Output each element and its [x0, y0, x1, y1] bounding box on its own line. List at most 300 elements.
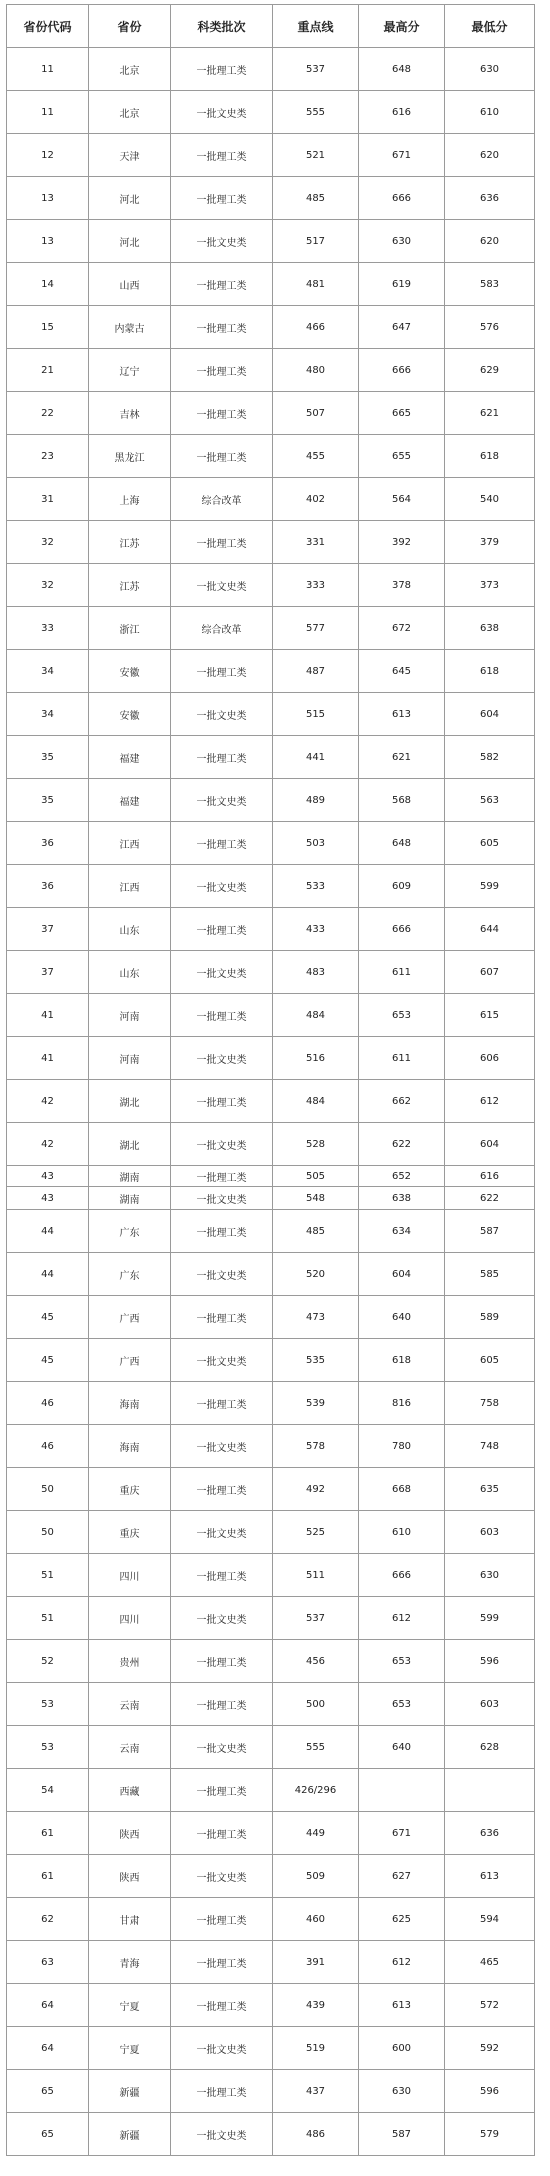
- cell-category-batch: 一批理工类: [171, 1640, 273, 1683]
- cell-highest-score: 587: [359, 2113, 445, 2156]
- cell-category-batch: 一批文史类: [171, 2027, 273, 2070]
- cell-key-line: 486: [273, 2113, 359, 2156]
- table-row: [7, 650, 535, 693]
- cell-province-code: 54: [7, 1769, 89, 1812]
- cell-key-line: 516: [273, 1037, 359, 1080]
- cell-category-batch: 综合改革: [171, 478, 273, 521]
- cell-key-line: 487: [273, 650, 359, 693]
- cell-lowest-score: 636: [445, 177, 535, 220]
- cell-highest-score: 666: [359, 177, 445, 220]
- cell-key-line: 331: [273, 521, 359, 564]
- cell-highest-score: 600: [359, 2027, 445, 2070]
- cell-category-batch: 一批理工类: [171, 349, 273, 392]
- cell-lowest-score: 582: [445, 736, 535, 779]
- cell-lowest-score: 620: [445, 134, 535, 177]
- cell-province: 湖南: [89, 1187, 171, 1210]
- cell-highest-score: 645: [359, 650, 445, 693]
- cell-lowest-score: 622: [445, 1187, 535, 1210]
- cell-category-batch: 一批文史类: [171, 951, 273, 994]
- cell-lowest-score: 604: [445, 693, 535, 736]
- cell-province-code: 61: [7, 1812, 89, 1855]
- cell-lowest-score: 465: [445, 1941, 535, 1984]
- table-header-row: [7, 5, 535, 48]
- table-body: [7, 48, 535, 2156]
- cell-province: 湖北: [89, 1123, 171, 1166]
- cell-province: 福建: [89, 779, 171, 822]
- cell-lowest-score: 630: [445, 48, 535, 91]
- cell-highest-score: 640: [359, 1726, 445, 1769]
- table-row: [7, 48, 535, 91]
- cell-province-code: 41: [7, 1037, 89, 1080]
- cell-province: 河北: [89, 177, 171, 220]
- table-row: [7, 1941, 535, 1984]
- cell-category-batch: 一批文史类: [171, 1855, 273, 1898]
- table-row: [7, 349, 535, 392]
- cell-category-batch: 一批文史类: [171, 693, 273, 736]
- cell-lowest-score: 599: [445, 865, 535, 908]
- cell-category-batch: 一批文史类: [171, 2113, 273, 2156]
- cell-highest-score: 618: [359, 1339, 445, 1382]
- cell-province: 广东: [89, 1210, 171, 1253]
- cell-highest-score: 666: [359, 1554, 445, 1597]
- table-row: [7, 779, 535, 822]
- cell-highest-score: 610: [359, 1511, 445, 1554]
- cell-lowest-score: 572: [445, 1984, 535, 2027]
- cell-category-batch: 综合改革: [171, 607, 273, 650]
- cell-province-code: 22: [7, 392, 89, 435]
- cell-province-code: 23: [7, 435, 89, 478]
- table-row: [7, 1296, 535, 1339]
- cell-lowest-score: 607: [445, 951, 535, 994]
- table-row: [7, 1123, 535, 1166]
- cell-category-batch: 一批文史类: [171, 220, 273, 263]
- cell-key-line: 578: [273, 1425, 359, 1468]
- cell-province: 江西: [89, 865, 171, 908]
- cell-province-code: 42: [7, 1080, 89, 1123]
- cell-category-batch: 一批文史类: [171, 1037, 273, 1080]
- table-row: [7, 306, 535, 349]
- cell-category-batch: 一批理工类: [171, 822, 273, 865]
- cell-key-line: 515: [273, 693, 359, 736]
- cell-province: 四川: [89, 1554, 171, 1597]
- cell-province-code: 53: [7, 1726, 89, 1769]
- cell-highest-score: 621: [359, 736, 445, 779]
- cell-key-line: 525: [273, 1511, 359, 1554]
- cell-highest-score: 668: [359, 1468, 445, 1511]
- cell-lowest-score: 587: [445, 1210, 535, 1253]
- cell-province: 浙江: [89, 607, 171, 650]
- cell-key-line: 519: [273, 2027, 359, 2070]
- cell-lowest-score: 606: [445, 1037, 535, 1080]
- header-lowest-score: 最低分: [445, 5, 535, 48]
- table-row: [7, 1511, 535, 1554]
- cell-lowest-score: 615: [445, 994, 535, 1037]
- cell-highest-score: 609: [359, 865, 445, 908]
- cell-key-line: 505: [273, 1166, 359, 1187]
- cell-province: 陕西: [89, 1812, 171, 1855]
- cell-province: 海南: [89, 1382, 171, 1425]
- cell-province-code: 65: [7, 2113, 89, 2156]
- header-highest-score: 最高分: [359, 5, 445, 48]
- cell-category-batch: 一批理工类: [171, 736, 273, 779]
- cell-province-code: 36: [7, 822, 89, 865]
- table-row: [7, 1984, 535, 2027]
- cell-category-batch: 一批文史类: [171, 1726, 273, 1769]
- cell-category-batch: 一批理工类: [171, 1683, 273, 1726]
- cell-key-line: 333: [273, 564, 359, 607]
- cell-category-batch: 一批理工类: [171, 392, 273, 435]
- cell-lowest-score: 638: [445, 607, 535, 650]
- table-row: [7, 1187, 535, 1210]
- cell-highest-score: 648: [359, 48, 445, 91]
- table-row: [7, 865, 535, 908]
- table-row: [7, 91, 535, 134]
- cell-lowest-score: 589: [445, 1296, 535, 1339]
- cell-key-line: 489: [273, 779, 359, 822]
- cell-key-line: 460: [273, 1898, 359, 1941]
- cell-province-code: 64: [7, 1984, 89, 2027]
- cell-category-batch: 一批理工类: [171, 1166, 273, 1187]
- cell-key-line: 521: [273, 134, 359, 177]
- cell-lowest-score: 613: [445, 1855, 535, 1898]
- cell-key-line: 577: [273, 607, 359, 650]
- cell-highest-score: 672: [359, 607, 445, 650]
- cell-lowest-score: 616: [445, 1166, 535, 1187]
- cell-province-code: 46: [7, 1425, 89, 1468]
- cell-lowest-score: 630: [445, 1554, 535, 1597]
- cell-lowest-score: 373: [445, 564, 535, 607]
- cell-category-batch: 一批文史类: [171, 1187, 273, 1210]
- cell-province-code: 36: [7, 865, 89, 908]
- cell-province-code: 34: [7, 693, 89, 736]
- cell-category-batch: 一批理工类: [171, 650, 273, 693]
- cell-province-code: 32: [7, 521, 89, 564]
- cell-key-line: 509: [273, 1855, 359, 1898]
- cell-highest-score: 653: [359, 1640, 445, 1683]
- cell-key-line: 517: [273, 220, 359, 263]
- cell-highest-score: 392: [359, 521, 445, 564]
- cell-lowest-score: 603: [445, 1511, 535, 1554]
- cell-category-batch: 一批理工类: [171, 263, 273, 306]
- cell-province-code: 11: [7, 48, 89, 91]
- cell-key-line: 555: [273, 1726, 359, 1769]
- table-row: [7, 1468, 535, 1511]
- cell-province: 山西: [89, 263, 171, 306]
- cell-key-line: 455: [273, 435, 359, 478]
- cell-lowest-score: 599: [445, 1597, 535, 1640]
- cell-highest-score: 648: [359, 822, 445, 865]
- cell-province: 天津: [89, 134, 171, 177]
- cell-key-line: 528: [273, 1123, 359, 1166]
- cell-category-batch: 一批理工类: [171, 1941, 273, 1984]
- cell-province: 云南: [89, 1726, 171, 1769]
- score-table: [6, 4, 535, 2156]
- cell-highest-score: 640: [359, 1296, 445, 1339]
- cell-highest-score: 665: [359, 392, 445, 435]
- cell-province-code: 65: [7, 2070, 89, 2113]
- cell-province: 河南: [89, 994, 171, 1037]
- cell-province: 安徽: [89, 693, 171, 736]
- cell-province-code: 44: [7, 1253, 89, 1296]
- cell-province-code: 43: [7, 1187, 89, 1210]
- cell-highest-score: 630: [359, 2070, 445, 2113]
- table-row: [7, 1425, 535, 1468]
- cell-key-line: 449: [273, 1812, 359, 1855]
- cell-lowest-score: 592: [445, 2027, 535, 2070]
- cell-highest-score: 634: [359, 1210, 445, 1253]
- table-row: [7, 435, 535, 478]
- cell-highest-score: 619: [359, 263, 445, 306]
- cell-category-batch: 一批理工类: [171, 1296, 273, 1339]
- cell-province: 江西: [89, 822, 171, 865]
- cell-province: 新疆: [89, 2070, 171, 2113]
- cell-category-batch: 一批理工类: [171, 1769, 273, 1812]
- table-row: [7, 1253, 535, 1296]
- cell-highest-score: 671: [359, 1812, 445, 1855]
- cell-lowest-score: 579: [445, 2113, 535, 2156]
- cell-highest-score: 816: [359, 1382, 445, 1425]
- cell-lowest-score: 563: [445, 779, 535, 822]
- cell-highest-score: 653: [359, 994, 445, 1037]
- cell-key-line: 535: [273, 1339, 359, 1382]
- cell-province-code: 50: [7, 1511, 89, 1554]
- cell-province: 甘肃: [89, 1898, 171, 1941]
- cell-category-batch: 一批理工类: [171, 435, 273, 478]
- table-row: [7, 2070, 535, 2113]
- cell-highest-score: 611: [359, 1037, 445, 1080]
- cell-category-batch: 一批理工类: [171, 908, 273, 951]
- cell-province: 新疆: [89, 2113, 171, 2156]
- cell-province: 宁夏: [89, 2027, 171, 2070]
- cell-province: 海南: [89, 1425, 171, 1468]
- cell-key-line: 466: [273, 306, 359, 349]
- cell-province: 陕西: [89, 1855, 171, 1898]
- cell-highest-score: 780: [359, 1425, 445, 1468]
- cell-key-line: 555: [273, 91, 359, 134]
- cell-province-code: 45: [7, 1339, 89, 1382]
- cell-key-line: 485: [273, 1210, 359, 1253]
- cell-highest-score: 564: [359, 478, 445, 521]
- cell-highest-score: 568: [359, 779, 445, 822]
- cell-lowest-score: 628: [445, 1726, 535, 1769]
- cell-key-line: 456: [273, 1640, 359, 1683]
- cell-highest-score: 611: [359, 951, 445, 994]
- cell-province-code: 13: [7, 220, 89, 263]
- cell-highest-score: 613: [359, 1984, 445, 2027]
- cell-category-batch: 一批理工类: [171, 994, 273, 1037]
- cell-key-line: 441: [273, 736, 359, 779]
- cell-province: 北京: [89, 48, 171, 91]
- table-row: [7, 2113, 535, 2156]
- header-province-code: 省份代码: [7, 5, 89, 48]
- cell-lowest-score: 620: [445, 220, 535, 263]
- cell-lowest-score: 621: [445, 392, 535, 435]
- cell-key-line: 426/296: [273, 1769, 359, 1812]
- cell-lowest-score: 605: [445, 1339, 535, 1382]
- cell-province-code: 50: [7, 1468, 89, 1511]
- table-row: [7, 564, 535, 607]
- table-row: [7, 1554, 535, 1597]
- table-row: [7, 1769, 535, 1812]
- cell-lowest-score: 644: [445, 908, 535, 951]
- cell-province-code: 37: [7, 908, 89, 951]
- table-row: [7, 478, 535, 521]
- cell-province: 西藏: [89, 1769, 171, 1812]
- cell-highest-score: 655: [359, 435, 445, 478]
- cell-lowest-score: 612: [445, 1080, 535, 1123]
- cell-highest-score: 612: [359, 1941, 445, 1984]
- cell-category-batch: 一批理工类: [171, 1468, 273, 1511]
- cell-province-code: 34: [7, 650, 89, 693]
- cell-key-line: 437: [273, 2070, 359, 2113]
- cell-key-line: 500: [273, 1683, 359, 1726]
- cell-province: 黑龙江: [89, 435, 171, 478]
- table-row: [7, 1726, 535, 1769]
- cell-province: 河南: [89, 1037, 171, 1080]
- cell-province: 山东: [89, 908, 171, 951]
- cell-key-line: 485: [273, 177, 359, 220]
- cell-lowest-score: 758: [445, 1382, 535, 1425]
- cell-highest-score: 671: [359, 134, 445, 177]
- cell-key-line: 537: [273, 48, 359, 91]
- cell-province-code: 15: [7, 306, 89, 349]
- table-row: [7, 177, 535, 220]
- cell-province: 北京: [89, 91, 171, 134]
- cell-province: 福建: [89, 736, 171, 779]
- cell-highest-score: 666: [359, 349, 445, 392]
- cell-highest-score: 638: [359, 1187, 445, 1210]
- cell-province-code: 42: [7, 1123, 89, 1166]
- table-row: [7, 822, 535, 865]
- cell-province: 江苏: [89, 564, 171, 607]
- cell-category-batch: 一批理工类: [171, 177, 273, 220]
- score-table-container: [6, 4, 534, 2156]
- cell-key-line: 484: [273, 1080, 359, 1123]
- cell-province: 山东: [89, 951, 171, 994]
- cell-category-batch: 一批理工类: [171, 1210, 273, 1253]
- cell-key-line: 480: [273, 349, 359, 392]
- cell-highest-score: 625: [359, 1898, 445, 1941]
- table-row: [7, 607, 535, 650]
- cell-province: 吉林: [89, 392, 171, 435]
- cell-province-code: 51: [7, 1554, 89, 1597]
- cell-category-batch: 一批理工类: [171, 2070, 273, 2113]
- table-row: [7, 1683, 535, 1726]
- cell-province-code: 62: [7, 1898, 89, 1941]
- cell-highest-score: 652: [359, 1166, 445, 1187]
- cell-highest-score: 613: [359, 693, 445, 736]
- cell-lowest-score: 610: [445, 91, 535, 134]
- cell-category-batch: 一批理工类: [171, 1382, 273, 1425]
- cell-province: 安徽: [89, 650, 171, 693]
- cell-key-line: 484: [273, 994, 359, 1037]
- cell-lowest-score: 636: [445, 1812, 535, 1855]
- cell-category-batch: 一批理工类: [171, 48, 273, 91]
- cell-highest-score: 616: [359, 91, 445, 134]
- table-row: [7, 693, 535, 736]
- table-row: [7, 220, 535, 263]
- table-row: [7, 1210, 535, 1253]
- cell-province: 上海: [89, 478, 171, 521]
- cell-category-batch: 一批文史类: [171, 564, 273, 607]
- cell-province-code: 53: [7, 1683, 89, 1726]
- cell-province-code: 35: [7, 736, 89, 779]
- cell-lowest-score: 618: [445, 650, 535, 693]
- cell-category-batch: 一批文史类: [171, 1511, 273, 1554]
- table-row: [7, 134, 535, 177]
- cell-highest-score: 627: [359, 1855, 445, 1898]
- table-row: [7, 1855, 535, 1898]
- cell-province: 湖北: [89, 1080, 171, 1123]
- cell-key-line: 433: [273, 908, 359, 951]
- header-province: 省份: [89, 5, 171, 48]
- cell-key-line: 539: [273, 1382, 359, 1425]
- cell-category-batch: 一批文史类: [171, 1425, 273, 1468]
- cell-highest-score: 666: [359, 908, 445, 951]
- cell-province: 江苏: [89, 521, 171, 564]
- cell-category-batch: 一批理工类: [171, 134, 273, 177]
- cell-category-batch: 一批文史类: [171, 865, 273, 908]
- cell-province-code: 12: [7, 134, 89, 177]
- table-row: [7, 1339, 535, 1382]
- table-row: [7, 1812, 535, 1855]
- cell-province: 辽宁: [89, 349, 171, 392]
- cell-province-code: 44: [7, 1210, 89, 1253]
- cell-lowest-score: 603: [445, 1683, 535, 1726]
- cell-province-code: 37: [7, 951, 89, 994]
- cell-category-batch: 一批理工类: [171, 306, 273, 349]
- cell-lowest-score: 576: [445, 306, 535, 349]
- cell-province: 宁夏: [89, 1984, 171, 2027]
- cell-key-line: 548: [273, 1187, 359, 1210]
- cell-province: 重庆: [89, 1468, 171, 1511]
- cell-lowest-score: 618: [445, 435, 535, 478]
- table-row: [7, 521, 535, 564]
- table-row: [7, 1166, 535, 1187]
- cell-province-code: 61: [7, 1855, 89, 1898]
- cell-key-line: 483: [273, 951, 359, 994]
- table-row: [7, 263, 535, 306]
- cell-category-batch: 一批文史类: [171, 1123, 273, 1166]
- cell-province: 重庆: [89, 1511, 171, 1554]
- table-row: [7, 994, 535, 1037]
- cell-key-line: 439: [273, 1984, 359, 2027]
- table-row: [7, 1898, 535, 1941]
- cell-category-batch: 一批理工类: [171, 1554, 273, 1597]
- cell-key-line: 533: [273, 865, 359, 908]
- cell-province-code: 52: [7, 1640, 89, 1683]
- table-row: [7, 1382, 535, 1425]
- cell-lowest-score: 379: [445, 521, 535, 564]
- table-row: [7, 1080, 535, 1123]
- cell-category-batch: 一批理工类: [171, 521, 273, 564]
- cell-category-batch: 一批文史类: [171, 779, 273, 822]
- cell-province-code: 51: [7, 1597, 89, 1640]
- cell-lowest-score: 605: [445, 822, 535, 865]
- cell-province-code: 11: [7, 91, 89, 134]
- cell-province: 河北: [89, 220, 171, 263]
- cell-province-code: 33: [7, 607, 89, 650]
- cell-province: 贵州: [89, 1640, 171, 1683]
- cell-province: 内蒙古: [89, 306, 171, 349]
- cell-province: 广西: [89, 1339, 171, 1382]
- cell-key-line: 507: [273, 392, 359, 435]
- cell-category-batch: 一批文史类: [171, 1597, 273, 1640]
- cell-province: 四川: [89, 1597, 171, 1640]
- table-row: [7, 1640, 535, 1683]
- table-row: [7, 908, 535, 951]
- cell-lowest-score: 635: [445, 1468, 535, 1511]
